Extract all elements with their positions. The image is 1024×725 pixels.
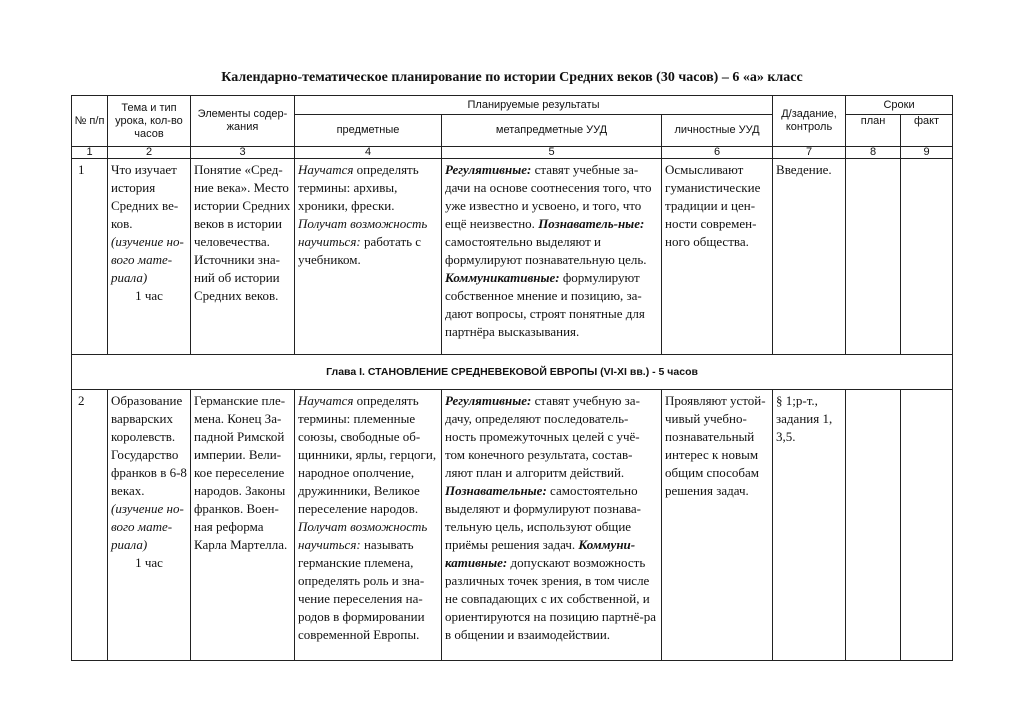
row-plan-date bbox=[846, 159, 901, 355]
row-elements: Германские пле-мена. Конец За-падной Римской империи. Вели-кое переселение народов. Законы франков. Воен-ная реформа Карла Мартелла. bbox=[191, 390, 295, 661]
topic-title: Что изучает история Средних ве-ков. bbox=[111, 162, 179, 231]
communicative-text: формулируют собственное мнение и позицию, за-дают вопросы, строят понятные для партнёра высказывания. bbox=[445, 270, 645, 339]
col-number: 7 bbox=[773, 147, 846, 159]
row-meta-results bbox=[442, 390, 662, 661]
row-elements: Понятие «Сред-ние века». Место истории Средних веков в истории человечества. Источники зна-ний об истории Средних веков. bbox=[191, 159, 295, 355]
communicative-text: допускают возможность различных точек зрения, в том числе не совпадающих с их собственной, и ориентируются на позицию партнё-ра в общении и взаимодействии. bbox=[445, 555, 656, 642]
row-fact-date bbox=[901, 159, 953, 355]
get-label: Получат возможность научиться: bbox=[298, 519, 428, 552]
row-plan-date bbox=[846, 390, 901, 661]
header-meta: метапредметные УУД bbox=[442, 115, 662, 147]
col-number: 3 bbox=[191, 147, 295, 159]
header-fact: факт bbox=[901, 115, 953, 147]
row-num: 1 bbox=[72, 159, 108, 355]
topic-type: (изучение но-вого мате-риала) bbox=[111, 234, 184, 285]
col-number: 8 bbox=[846, 147, 901, 159]
row-personal-results: Осмысливают гуманистические традиции и цен-ности современ-ного общества. bbox=[662, 159, 773, 355]
get-label: Получат возможность научиться: bbox=[298, 216, 428, 249]
topic-hours: 1 час bbox=[135, 555, 163, 570]
header-elements: Элементы содер-жания bbox=[191, 96, 295, 147]
learn-text: определять термины: архивы, хроники, фрески. bbox=[298, 162, 419, 213]
regulative-label: Регулятивные: bbox=[445, 393, 532, 408]
row-topic bbox=[108, 159, 191, 355]
cognitive-label: Познаватель-ные: bbox=[538, 216, 645, 231]
communicative-label: Коммуни-кативные: bbox=[445, 537, 636, 570]
header-subject: предметные bbox=[295, 115, 442, 147]
chapter-row bbox=[72, 355, 953, 390]
header-plan: план bbox=[846, 115, 901, 147]
header-personal: личностные УУД bbox=[662, 115, 773, 147]
col-number: 2 bbox=[108, 147, 191, 159]
learn-label: Научатся bbox=[298, 162, 354, 177]
header-dates: Сроки bbox=[846, 96, 953, 115]
communicative-label: Коммуникативные: bbox=[445, 270, 560, 285]
row-homework: § 1;р-т., задания 1, 3,5. bbox=[773, 390, 846, 661]
header-planned-results: Планируемые результаты bbox=[295, 96, 773, 115]
row-num: 2 bbox=[72, 390, 108, 661]
topic-hours: 1 час bbox=[135, 288, 163, 303]
topic-type: (изучение но-вого мате-риала) bbox=[111, 501, 184, 552]
regulative-label: Регулятивные: bbox=[445, 162, 532, 177]
page-title: Календарно-тематическое планирование по истории Средних веков (30 часов) – 6 «а» класс bbox=[221, 70, 803, 85]
cognitive-label: Познавательные: bbox=[445, 483, 547, 498]
col-number: 1 bbox=[72, 147, 108, 159]
header-homework: Д/задание, контроль bbox=[773, 96, 846, 147]
table-row bbox=[72, 390, 953, 661]
row-personal-results: Проявляют устой-чивый учебно-познавательный интерес к новым общим способам решения задач. bbox=[662, 390, 773, 661]
header-row-1 bbox=[72, 96, 953, 115]
learn-text: определять термины: племенные союзы, свободные об-щинники, ярлы, герцоги, народное ополчение, дружинники, Великое переселение народов. bbox=[298, 393, 437, 516]
planning-table bbox=[71, 95, 953, 661]
topic-title: Образование варварских королевств. Государство франков в 6-8 веках. bbox=[111, 393, 187, 498]
cognitive-text: самостоятельно выделяют и формулируют познавательную цель. bbox=[445, 234, 647, 267]
col-number: 6 bbox=[662, 147, 773, 159]
row-subject-results bbox=[295, 390, 442, 661]
chapter-title: Глава I. СТАНОВЛЕНИЕ СРЕДНЕВЕКОВОЙ ЕВРОПЫ (VI-XI вв.) - 5 часов bbox=[72, 355, 953, 390]
col-number: 9 bbox=[901, 147, 953, 159]
header-topic: Тема и тип урока, кол-во часов bbox=[108, 96, 191, 147]
regulative-text: ставят учебную за-дачу, определяют последователь-ность промежуточных целей с учё-том конечного результата, состав-ляют план и алгоритм действий. bbox=[445, 393, 640, 480]
header-num: № п/п bbox=[72, 96, 108, 147]
regulative-text: ставят учебные за-дачи на основе соотнесения того, что уже известно и усвоено, и того, что ещё неизвестно. bbox=[445, 162, 652, 231]
learn-label: Научатся bbox=[298, 393, 354, 408]
col-number: 4 bbox=[295, 147, 442, 159]
get-text: работать с учебником. bbox=[298, 234, 422, 267]
row-meta-results bbox=[442, 159, 662, 355]
get-text: называть германские племена, определять роль и зна-чение переселения на-родов в формировании современной Европы. bbox=[298, 537, 425, 642]
row-topic bbox=[108, 390, 191, 661]
row-homework: Введение. bbox=[773, 159, 846, 355]
row-subject-results bbox=[295, 159, 442, 355]
col-number: 5 bbox=[442, 147, 662, 159]
table-row bbox=[72, 159, 953, 355]
row-fact-date bbox=[901, 390, 953, 661]
cognitive-text: самостоятельно выделяют и формулируют познава-тельную цель, используют общие приёмы решения задач. bbox=[445, 483, 641, 552]
column-numbers-row bbox=[72, 147, 953, 159]
